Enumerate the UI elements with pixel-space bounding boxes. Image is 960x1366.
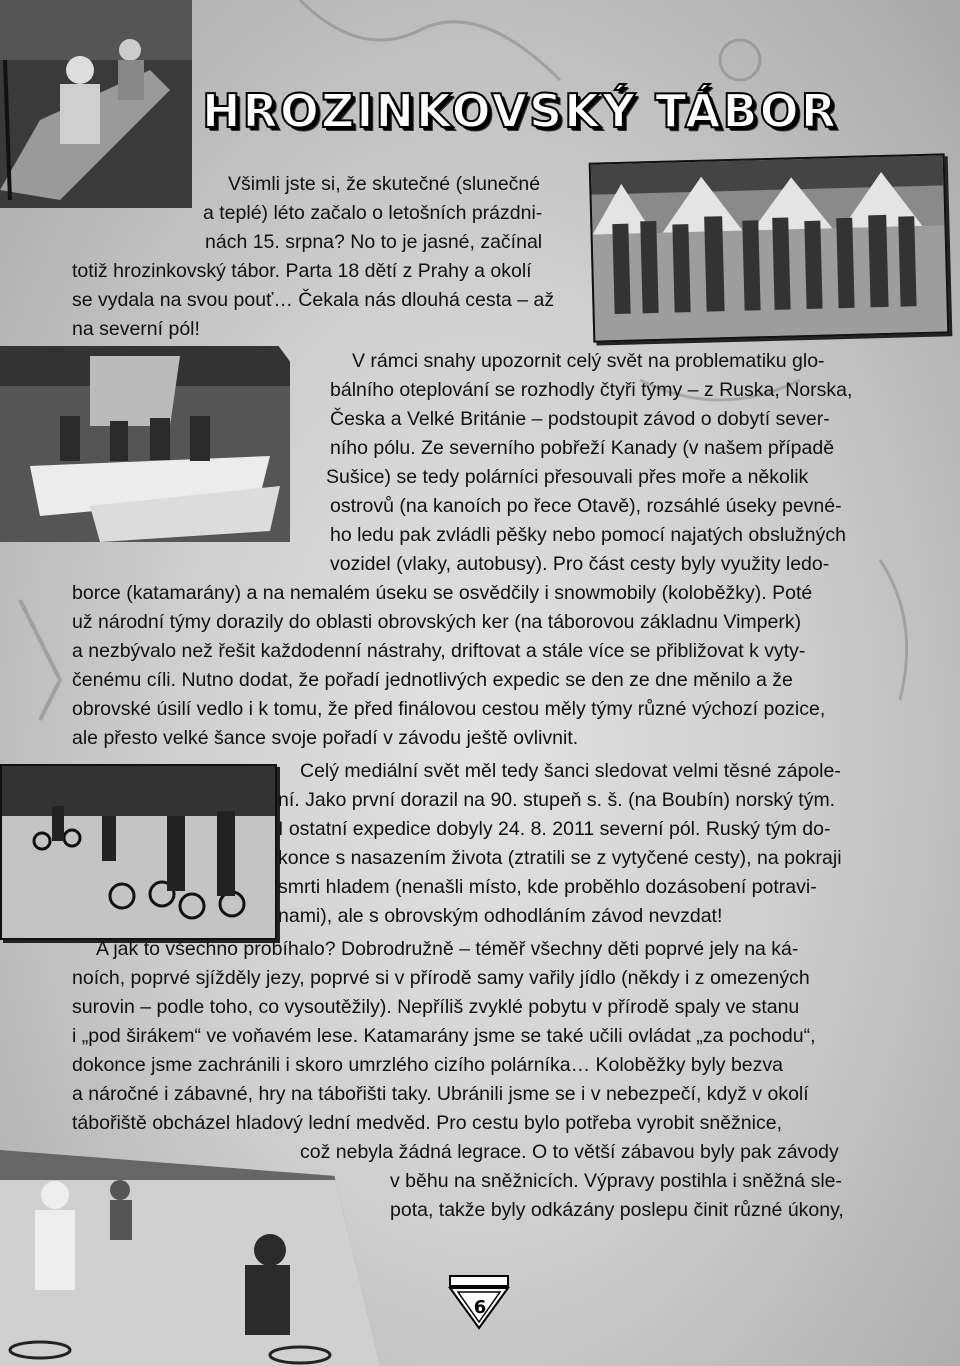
photo-group-tents	[589, 153, 950, 342]
text-line: už národní týmy dorazily do oblasti obrovských ker (na táborovou základnu Vimperk)	[72, 611, 802, 633]
text-line: a náročné i zábavné, hry na tábořišti taky. Ubránili jsme se i v nebezpečí, když v okolí	[72, 1083, 809, 1105]
text-line: nami), ale s obrovským odhodláním závod nevzdat!	[278, 905, 723, 927]
text-line: Česka a Velké Británie – podstoupit závod o dobytí sever-	[330, 408, 830, 430]
text-line: Sušice) se tedy polárníci přesouvali přes moře a několik	[326, 466, 809, 488]
text-line: což nebyla žádná legrace. O to větší zábavou byly pak závody	[300, 1141, 839, 1163]
text-line: Všimli jste si, že skutečné (slunečné	[228, 173, 541, 195]
text-line: pota, takže byly odkázány poslepu činit různé úkony,	[390, 1199, 844, 1221]
page-number: 6	[473, 1297, 487, 1318]
text-line: surovin – podle toho, co vysoutěžily). Nepříliš zvyklé pobytu v přírodě spaly ve stanu	[72, 996, 800, 1018]
text-line: ního pólu. Ze severního pobřeží Kanady (v našem případě	[330, 437, 835, 459]
text-line: i „pod širákem“ ve voňavém lese. Katamarány jsme se také učili ovládat „za pochodu“,	[72, 1025, 816, 1047]
text-line: A jak to všechno probíhalo? Dobrodružně – téměř všechny děti poprvé jely na ká-	[96, 938, 799, 960]
text-line: a teplé) léto začalo o letošních prázdni-	[203, 202, 543, 224]
text-line: se vydala na svou pouť… Čekala nás dlouhá cesta – až	[72, 289, 555, 311]
text-line: obrovské úsilí vedlo i k tomu, že před finálovou cestou měly týmy různé výchozí pozice,	[72, 698, 826, 720]
text-line: ní. Jako první dorazil na 90. stupeň s. š. (na Boubín) norský tým.	[278, 789, 836, 811]
text-line: na severní pól!	[72, 318, 200, 340]
page-title: HROZINKOVSKÝ TÁBOR	[202, 84, 839, 138]
text-line: nách 15. srpna? No to je jasné, začínal	[205, 231, 543, 253]
text-line: bálního oteplování se rozhodly čtyři týmy – z Ruska, Norska,	[330, 379, 853, 401]
text-line: tábořiště obcházel hladový lední medvěd. Pro cestu bylo potřeba vyrobit sněžnice,	[72, 1112, 782, 1134]
text-line: I ostatní expedice dobyly 24. 8. 2011 severní pól. Ruský tým do-	[278, 818, 831, 840]
text-line: konce s nasazením života (ztratili se z vytyčené cesty), na pokraji	[278, 847, 842, 869]
text-line: smrti hladem (nenašli místo, kde proběhlo dozásobení potravi-	[278, 876, 817, 898]
text-line: noích, poprvé sjížděly jezy, poprvé si v přírodě samy vařily jídlo (někdy i z omezených	[72, 967, 810, 989]
text-line: Celý mediální svět měl tedy šanci sledovat velmi těsné zápole-	[300, 760, 841, 782]
photo-catamaran	[0, 346, 290, 542]
text-line: vozidel (vlaky, autobusy). Pro část cesty byly využity ledo-	[330, 553, 830, 575]
text-line: ostrovů (na kanoích po řece Otavě), rozsáhlé úseky pevné-	[330, 495, 842, 517]
text-line: ho ledu pak zvládli pěšky nebo pomocí najatých obslužných	[330, 524, 846, 546]
photo-canoe	[0, 0, 192, 208]
text-line: čenému cíli. Nutno dodat, že pořadí jednotlivých expedic se den ze dne měnilo a že	[72, 669, 793, 691]
photo-scooters	[0, 764, 277, 940]
text-line: ale přesto velké šance svoje pořadí v závodu ještě ovlivnit.	[72, 727, 579, 749]
text-line: totiž hrozinkovský tábor. Parta 18 dětí z Prahy a okolí	[72, 260, 532, 282]
text-line: v běhu na sněžnicích. Výpravy postihla i sněžná sle-	[390, 1170, 842, 1192]
text-line: dokonce jsme zachránili i skoro umrzlého cizího polárníka… Koloběžky byly bezva	[72, 1054, 783, 1076]
text-line: a nezbývalo než řešit každodenní nástrahy, driftovat a stále více se přibližovat k vyty-	[72, 640, 806, 662]
text-line: borce (katamarány) a na nemalém úseku se osvědčily i snowmobily (koloběžky). Poté	[72, 582, 813, 604]
photo-snowshoes	[0, 1150, 380, 1366]
text-line: V rámci snahy upozornit celý svět na problematiku glo-	[352, 350, 825, 372]
